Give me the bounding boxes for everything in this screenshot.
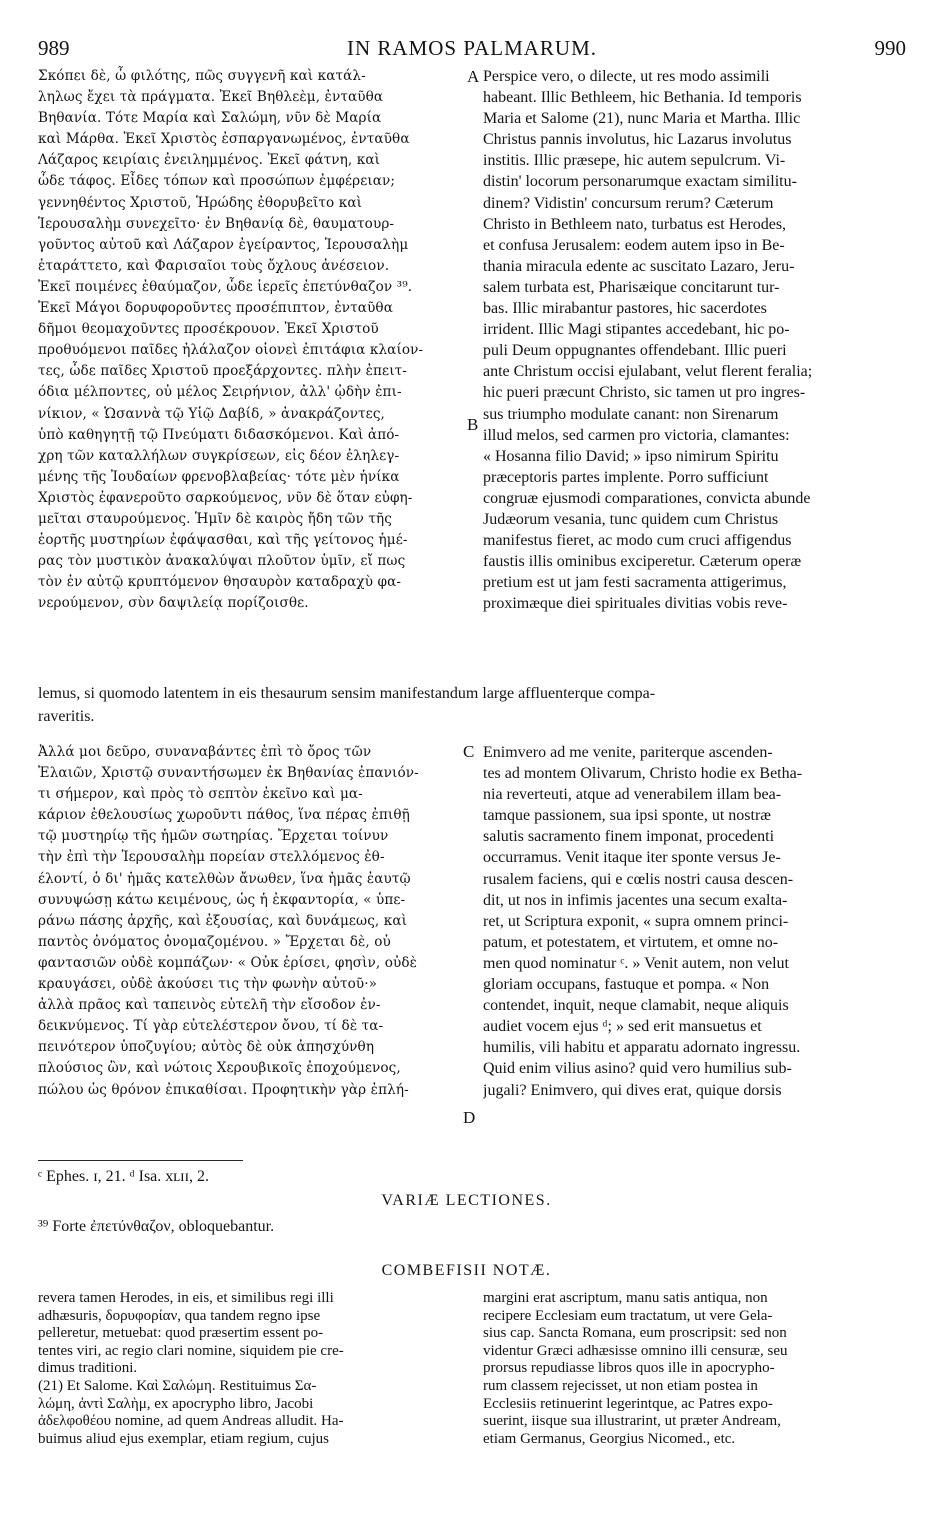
latin-text-line: Quid enim vilius asino? quid vero humilius sub- — [483, 1060, 792, 1078]
latin-text-line: faustis illis ominibus exciperetur. Cæterum operæ — [483, 553, 802, 571]
greek-text-line: συνυψώσῃ κάτω κειμένους, ὡς ἡ ἐκφαντορία, « ὑπε- — [38, 891, 406, 908]
latin-text-line: et confusa Jerusalem: eodem autem ipso in Be- — [483, 236, 785, 254]
greek-text-line: χρη τῶν καταλλήλων συγκρίσεων, εἰς δέον ἐληλεγ- — [38, 447, 400, 464]
latin-text-line: dinem? Vidistin' concursum rerum? Cæterum — [483, 194, 774, 212]
footnote-rule — [38, 1160, 243, 1161]
latin-column-bottom — [483, 742, 907, 1101]
note-text-line: revera tamen Herodes, in eis, et similibus regi illi — [38, 1290, 334, 1306]
variae-lectiones-title: VARIÆ LECTIONES. — [381, 1192, 552, 1209]
latin-text-line: salutis sacramento finem imponat, procedenti — [483, 828, 775, 846]
latin-text-line: dit, ut nos in infimis jacentes una secum exalta- — [483, 891, 788, 909]
latin-text-line: tes ad montem Olivarum, Christo hodie ex Betha- — [483, 765, 803, 783]
greek-text-line: όδια μέλποντες, οὐ μέλος Σειρήνιον, ἀλλ' ᾠδὴν ἐπι- — [38, 384, 402, 401]
latin-text-line: patum, et potestatem, et virtutem, et omne no- — [483, 933, 779, 951]
greek-text-line: προθυόμενοι παῖδες ἠλάλαζον οἱονεὶ ἐπιτάφια κλαίον- — [38, 342, 424, 359]
greek-text-line: μένης τῆς Ἰουδαίων φρενοβλαβείας· τότε μὲν ἡνίκα — [38, 468, 400, 485]
latin-text-line: occurramus. Venit itaque iter sponte versus Je- — [483, 849, 781, 867]
greek-text-line: γεννηθέντος Χριστοῦ, Ἡρώδης ἐθορυβεῖτο καὶ — [38, 194, 363, 211]
variant-reading-note: ³⁹ Forte ἐπετύνθαζον, obloquebantur. — [38, 1218, 275, 1235]
greek-text-line: έλοντί, ὁ δι' ἡμᾶς κατελθὼν ἄνωθεν, ἵνα ἡμᾶς ἑαυτῷ — [38, 870, 411, 887]
greek-text-line: ἐταράττετο, καὶ Φαρισαῖοι τοὺς ὄχλους ἀνέσειον. — [38, 257, 390, 274]
greek-text-line: καὶ Μάρθα. Ἐκεῖ Χριστὸς ἐσπαργανωμένος, ἐνταῦθα — [38, 131, 410, 148]
latin-text-line: Judæorum vesania, tunc quidem cum Christus — [483, 510, 779, 528]
margin-letter-d: D — [463, 1108, 476, 1127]
latin-text-line: hic pueri præcunt Christo, sic tamen ut pro ingres- — [483, 384, 806, 402]
note-text-line: λώμη, ἀντὶ Σαλὴμ, ex apocrypho libro, Jacobi — [38, 1395, 314, 1412]
greek-text-line: ἀλλὰ πρᾶος καὶ ταπεινὸς εὐτελῆ τὴν εἴσοδον ἐν- — [38, 997, 381, 1014]
note-text-line: prorsus repudiasse libros quos ille in apocrypho- — [483, 1360, 775, 1377]
greek-text-line: τες, ὧδε παῖδες Χριστοῦ προεξάρχοντες. πλὴν ἐπειτ- — [38, 363, 407, 380]
latin-fullwidth-line-1: lemus, si quomodo latentem in eis thesaurum sensim manifestandum large affluenterque compa- — [38, 685, 656, 702]
notes-column-left — [38, 1290, 462, 1448]
greek-text-line: δεικνύμενος. Τί γὰρ εὐτελέστερον ὄνου, τί δὲ τα- — [38, 1018, 384, 1035]
note-text-line: etiam Germanus, Georgius Nicomed., etc. — [483, 1430, 736, 1447]
note-text-line: (21) Et Salome. Καὶ Σαλώμη. Restituimus Σα- — [38, 1377, 317, 1394]
page-number-left: 989 — [38, 36, 70, 60]
greek-text-line: ὧδε τάφος. Εἶδες τόπων καὶ προσώπων ἐμφέρειαν; — [38, 173, 396, 190]
latin-text-line: salem turbata est, Pharisæique concitarunt tur- — [483, 278, 780, 296]
latin-text-line: nia reverteuti, atque ad venerabilem illam bea- — [483, 786, 782, 804]
latin-text-line: Christo in Bethleem nato, turbatus est Herodes, — [483, 215, 787, 233]
latin-text-line: rusalem faciens, qui e cœlis nostri causa descen- — [483, 870, 794, 888]
latin-text-line: manifestus fieret, ac modo cum cruci affigendus — [483, 532, 792, 550]
margin-letter-c: C — [463, 742, 475, 761]
note-text-line: videntur Græci adhæsisse omnino illi censuræ, seu — [483, 1342, 788, 1359]
latin-text-line: illud melos, sed carmen pro victoria, clamantes: — [483, 426, 790, 444]
scripture-references: ᶜ Ephes. ɪ, 21. ᵈ Isa. xʟɪɪ, 2. — [38, 1168, 210, 1185]
latin-column-top — [483, 66, 907, 614]
greek-text-line: Ἐκεῖ Μάγοι δορυφοροῦντες προσέπιπτον, ἐνταῦθα — [38, 300, 393, 317]
latin-text-line: Christus pannis involutus, hic Lazarus involutus — [483, 131, 792, 149]
note-text-line: adhæsuris, δορυφορίαν, qua tandem regno ipse — [38, 1307, 321, 1324]
latin-text-line: institis. Illic præsepe, hic autem sepulcrum. Vi- — [483, 152, 786, 170]
latin-text-line: audiet vocem ejus ᵈ; » sed erit mansuetus et — [483, 1018, 762, 1036]
latin-text-line: humilis, vili habitu et apparatu adornato ingressu. — [483, 1039, 801, 1057]
latin-text-line: congruæ ejusmodi comparationes, convicta abunde — [483, 489, 811, 507]
greek-text-line: Σκόπει δὲ, ὦ φιλότης, πῶς συγγενῆ καὶ κατάλ- — [38, 68, 366, 84]
latin-text-line: gloriam occupans, fastuque et pompa. « Non — [483, 976, 770, 994]
greek-text-line: Ἐκεῖ ποιμένες ἐθαύμαζον, ὧδε ἱερεῖς ἐπετύνθαζον ³⁹. — [38, 278, 413, 295]
latin-text-line: habeant. Illic Bethleem, hic Bethania. Id temporis — [483, 89, 802, 107]
note-text-line: sius cap. Sancta Romana, eum proscripsit: sed non — [483, 1325, 787, 1342]
note-text-line: tentes viri, ac regio clari nomine, siquidem pie cre- — [38, 1342, 344, 1359]
greek-text-line: παντὸς ὀνόματος ὀνομαζομένου. » Ἔρχεται δὲ, οὐ — [38, 933, 391, 950]
note-text-line: suerint, iisque sua illustrarint, ut præter Andream, — [483, 1413, 781, 1430]
latin-text-line: Enimvero ad me venite, pariterque ascenden- — [483, 744, 773, 761]
note-text-line: buimus aliud ejus exemplar, etiam regium, cujus — [38, 1430, 329, 1447]
latin-text-line: puli Deum oppugnantes offendebant. Illic pueri — [483, 342, 787, 360]
greek-text-line: ἑορτῆς μυστηρίων ἐφάψασθαι, καὶ τῆς γείτονος ἡμέ- — [38, 532, 408, 549]
note-text-line: dimus traditioni. — [38, 1360, 138, 1377]
latin-text-line: pretium est ut jam festi sacramenta attigerimus, — [483, 574, 787, 592]
greek-text-line: τὸν ἐν αὐτῷ κρυπτόμενον θησαυρὸν καταδραχὺ φα- — [38, 574, 402, 591]
latin-text-line: proximæque diei spirituales divitias vobis reve- — [483, 595, 788, 613]
latin-text-line: men quod nominatur ᶜ. » Venit autem, non velut — [483, 954, 789, 972]
greek-text-line: τὴν ἐπὶ τὴν Ἱερουσαλὴμ πορείαν στελλόμενος ἐθ- — [38, 849, 385, 866]
greek-text-line: ράνω πάσης ἀρχῆς, καὶ ἐξουσίας, καὶ δυνάμεως, καὶ — [38, 912, 408, 929]
latin-fullwidth-line-2: raveritis. — [38, 708, 95, 725]
greek-text-line: ρας τὸν μυστικὸν ἀνακαλύψαι πλοῦτον ὑμῖν, εἴ πως — [38, 553, 406, 570]
latin-text-line: Maria et Salome (21), nunc Maria et Martha. Illic — [483, 110, 801, 128]
greek-text-line: δῆμοι θεομαχοῦντες προσέκρουον. Ἐκεῖ Χριστοῦ — [38, 321, 379, 338]
greek-text-line: Χριστὸς ἐφανεροῦτο σαρκούμενος, νῦν δὲ ὅταν εὐφη- — [38, 489, 413, 506]
latin-text-line: irrident. Illic Magi stipantes accedebant, hic po- — [483, 321, 790, 339]
latin-text-line: sus triumpho modulate canant: non Sirenarum — [483, 405, 779, 423]
page-number-right: 990 — [874, 36, 906, 60]
note-text-line: ἀδελφοθέου nomine, ad quem Andreas alludit. Ha- — [38, 1413, 344, 1430]
latin-text-line: præceptoris partes implente. Porro sufficiunt — [483, 468, 769, 486]
greek-text-line: Ἀλλά μοι δεῦρο, συναναβάντες ἐπὶ τὸ ὄρος τῶν — [38, 744, 372, 760]
greek-text-line: Ἱερουσαλὴμ συνεχεῖτο· ἐν Βηθανίᾳ δὲ, θαυματουρ- — [38, 215, 395, 232]
latin-text-line: Perspice vero, o dilecte, ut res modo assimili — [483, 68, 770, 85]
greek-column-top — [38, 66, 462, 614]
latin-text-line: bas. Illic mirabantur pastores, hic sacerdotes — [483, 300, 767, 318]
greek-text-line: πώλου ὡς θρόνον ἐπικαθίσαι. Προφητικὴν γὰρ ἐπλή- — [38, 1081, 409, 1098]
latin-text-line: contendet, inquit, neque clamabit, neque aliquis — [483, 997, 789, 1015]
greek-text-line: γοῦντος αὐτοῦ καὶ Λάζαρον ἐγείραντος, Ἱερουσαλὴμ — [38, 236, 409, 253]
greek-text-line: τι σήμερον, καὶ πρὸς τὸ σεπτὸν ἐκεῖνο καὶ μα- — [38, 786, 363, 803]
greek-text-line: νίκιον, « Ὡσαννὰ τῷ Υἱῷ Δαβίδ, » ἀνακράζοντες, — [38, 405, 385, 422]
margin-letter-a: A — [467, 67, 480, 86]
notes-column-right — [483, 1290, 907, 1448]
greek-column-bottom — [38, 742, 462, 1101]
greek-text-line: κάριον ἐθελουσίως χωροῦντι πάθος, ἵνα πέρας ἐπιθῇ — [38, 807, 410, 824]
greek-text-line: κραυγάσει, οὐδὲ ἀκούσει τις τὴν φωνὴν αὐτοῦ·» — [38, 976, 378, 993]
note-text-line: Ecclesiis retinuerint legerintque, ac Patres expo- — [483, 1395, 773, 1412]
latin-text-line: thania miracula edente ac suscitato Lazaro, Jeru- — [483, 257, 795, 275]
greek-text-line: νερούμενον, σὺν δαψιλείᾳ πορίζοισθε. — [38, 595, 309, 612]
running-header — [38, 36, 906, 66]
combefis-notes-title: COMBEFISII NOTÆ. — [381, 1262, 552, 1279]
greek-text-line: ὑπὸ καθηγητῇ τῷ Πνεύματι διδασκόμενοι. Καὶ ἀπό- — [38, 426, 400, 443]
greek-text-line: μεῖται σταυρούμενος. Ἡμῖν δὲ καιρὸς ἤδη τῶν τῆς — [38, 510, 392, 527]
latin-text-line: ret, ut Scriptura exponit, « supra omnem princi- — [483, 912, 789, 930]
greek-text-line: πλούσιος ὢν, καὶ νώτοις Χερουβικοῖς ἐποχούμενος, — [38, 1060, 401, 1077]
note-text-line: margini erat ascriptum, manu satis antiqua, non — [483, 1290, 768, 1306]
greek-text-line: Λάζαρος κειρίαις ἐνειλημμένος. Ἐκεῖ φάτνη, καὶ — [38, 152, 381, 169]
greek-text-line: ληλως ἔχει τὰ πράγματα. Ἐκεῖ Βηθλεὲμ, ἐνταῦθα — [38, 89, 384, 106]
latin-text-line: distin' locorum personarumque exactam similitu- — [483, 173, 797, 191]
latin-text-line: « Hosanna filio David; » ipso nimirum Spiritu — [483, 447, 779, 465]
note-text-line: rum classem rejecisset, ut non etiam postea in — [483, 1377, 758, 1394]
note-text-line: pelleretur, metuebat: quod præsertim essent po- — [38, 1325, 324, 1342]
greek-text-line: πεινότερον ὑποζυγίου; αὐτὸς δὲ οὐκ ἀπησχύνθη — [38, 1039, 375, 1056]
greek-text-line: φαντασιῶν οὐδὲ κομπάζων· « Οὐκ ἐρίσει, φησὶν, οὐδὲ — [38, 954, 418, 971]
latin-text-line: jugali? Enimvero, qui dives erat, quique dorsis — [483, 1081, 782, 1099]
latin-text-line: tamque passionem, sua ipsi sponte, ut nostræ — [483, 807, 771, 825]
running-title: IN RAMOS PALMARUM. — [346, 36, 598, 60]
margin-letter-b: B — [467, 415, 479, 434]
greek-text-line: τῷ μυστηρίῳ τῆς ἡμῶν σωτηρίας. Ἔρχεται τοίνυν — [38, 828, 389, 845]
greek-text-line: Ἐλαιῶν, Χριστῷ συναντήσωμεν ἐκ Βηθανίας ἐπανιόν- — [38, 765, 419, 782]
note-text-line: recipere Ecclesiam eum tractatum, ut vere Gela- — [483, 1307, 773, 1324]
latin-text-line: ante Christum occisi ejulabant, velut flerent feralia; — [483, 363, 813, 381]
greek-text-line: Βηθανία. Τότε Μαρία καὶ Σαλώμη, νῦν δὲ Μαρία — [38, 110, 382, 127]
